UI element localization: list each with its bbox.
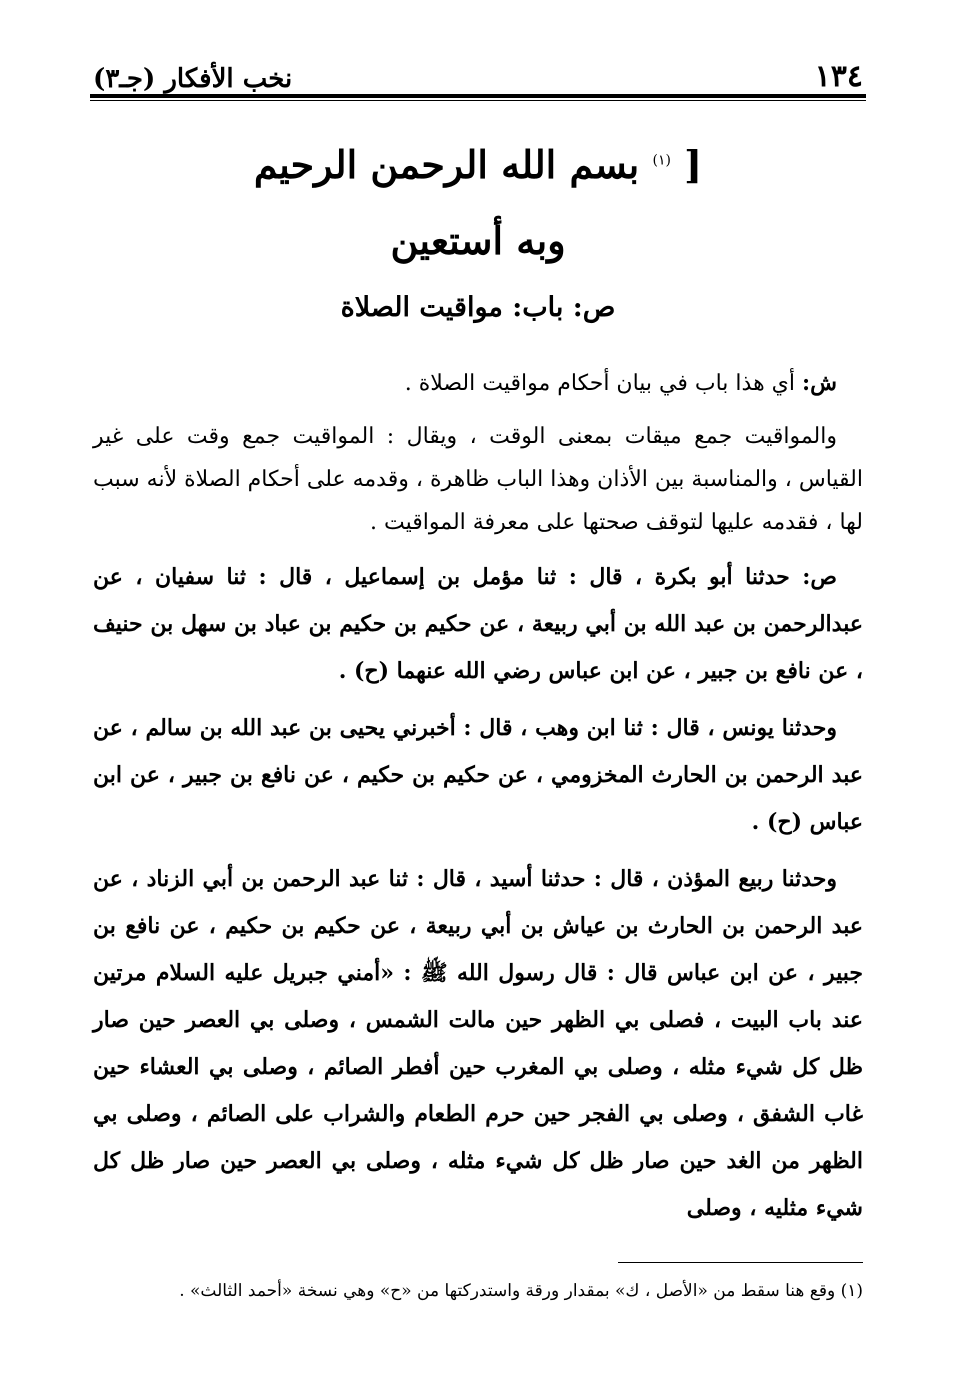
title-bracket: [ xyxy=(684,142,703,187)
footnote: (١) وقع هنا سقط من «الأصل ، ك» بمقدار ورقة واستدركتها من «ح» وهي نسخة «أحمد الثالث» . xyxy=(179,1281,863,1301)
paragraph-text: وحدثنا يونس ، قال : ثنا ابن وهب ، قال : أخبرني يحيى بن عبد الله بن سالم ، عن عبد الرحمن بن الحارث المخزومي ، عن حكيم بن حكيم ، عن نافع بن جبير ، عن ابن عباس (ح) . xyxy=(93,715,863,835)
main-text xyxy=(93,362,863,1242)
section-heading: ص: باب: مواقيت الصلاة xyxy=(340,292,616,323)
hadith-paragraph xyxy=(93,856,863,1232)
invocation-heading: وبه أستعين xyxy=(390,218,566,263)
paragraph-text: وحدثنا ربيع المؤذن ، قال : حدثنا أسيد ، قال : ثنا عبد الرحمن بن أبي الزناد ، عن عبد الرحمن بن الحارث بن عياش بن أبي ربيعة ، عن حكيم بن حكيم ، عن نافع بن جبير ، عن ابن عباس قال : قال رسول الله ﷺ : «أمني جبريل عليه السلام مرتين عند باب البيت ، فصلى بي الظهر حين مالت الشمس ، وصلى بي العصر حين صار ظل كل شيء مثله ، وصلى بي المغرب حين أفطر الصائم ، وصلى بي العشاء حين غاب الشفق ، وصلى بي الفجر حين حرم الطعام والشراب على الصائم ، وصلى بي الظهر من الغد حين صار ظل كل شيء مثله ، وصلى بي العصر حين صار ظل كل شيء مثليه ، وصلى xyxy=(93,866,863,1221)
footnote-separator xyxy=(618,1262,863,1263)
paragraph-text: أي هذا باب في بيان أحكام مواقيت الصلاة . xyxy=(404,371,796,396)
basmala-text: بسم الله الرحمن الرحيم xyxy=(253,142,640,187)
hadith-paragraph xyxy=(93,554,863,695)
hadith-paragraph xyxy=(93,705,863,846)
paragraph-label: ش: xyxy=(802,370,837,396)
header-rule-thin xyxy=(90,100,866,101)
paragraph-text: والمواقيت جمع ميقات بمعنى الوقت ، ويقال : المواقيت جمع وقت على غير القياس ، والمناسبة بين الأذان وهذا الباب ظاهرة ، وقدمه على أحكام الصلاة لأنه سبب لها ، فقدمه عليها لتوقف صحتها على معرفة المواقيت . xyxy=(93,424,863,535)
running-title: نخب الأفكار (جـ٣) xyxy=(93,64,293,94)
commentary-paragraph xyxy=(93,415,863,544)
basmala-heading xyxy=(0,142,956,187)
commentary-paragraph xyxy=(93,362,863,405)
page-header xyxy=(93,48,863,92)
paragraph-text: حدثنا أبو بكرة ، قال : ثنا مؤمل بن إسماعيل ، قال : ثنا سفيان ، عن عبدالرحمن بن عبد الله بن أبي ربيعة ، عن حكيم بن حكيم بن عباد بن سهل بن حنيف ، عن نافع بن جبير ، عن ابن عباس رضي الله عنهما (ح) . xyxy=(93,564,863,684)
page-number: ١٣٤ xyxy=(814,59,863,94)
footnote-reference: (١) xyxy=(652,152,671,169)
header-rule-thick xyxy=(90,94,866,98)
paragraph-label: ص: xyxy=(802,564,837,590)
